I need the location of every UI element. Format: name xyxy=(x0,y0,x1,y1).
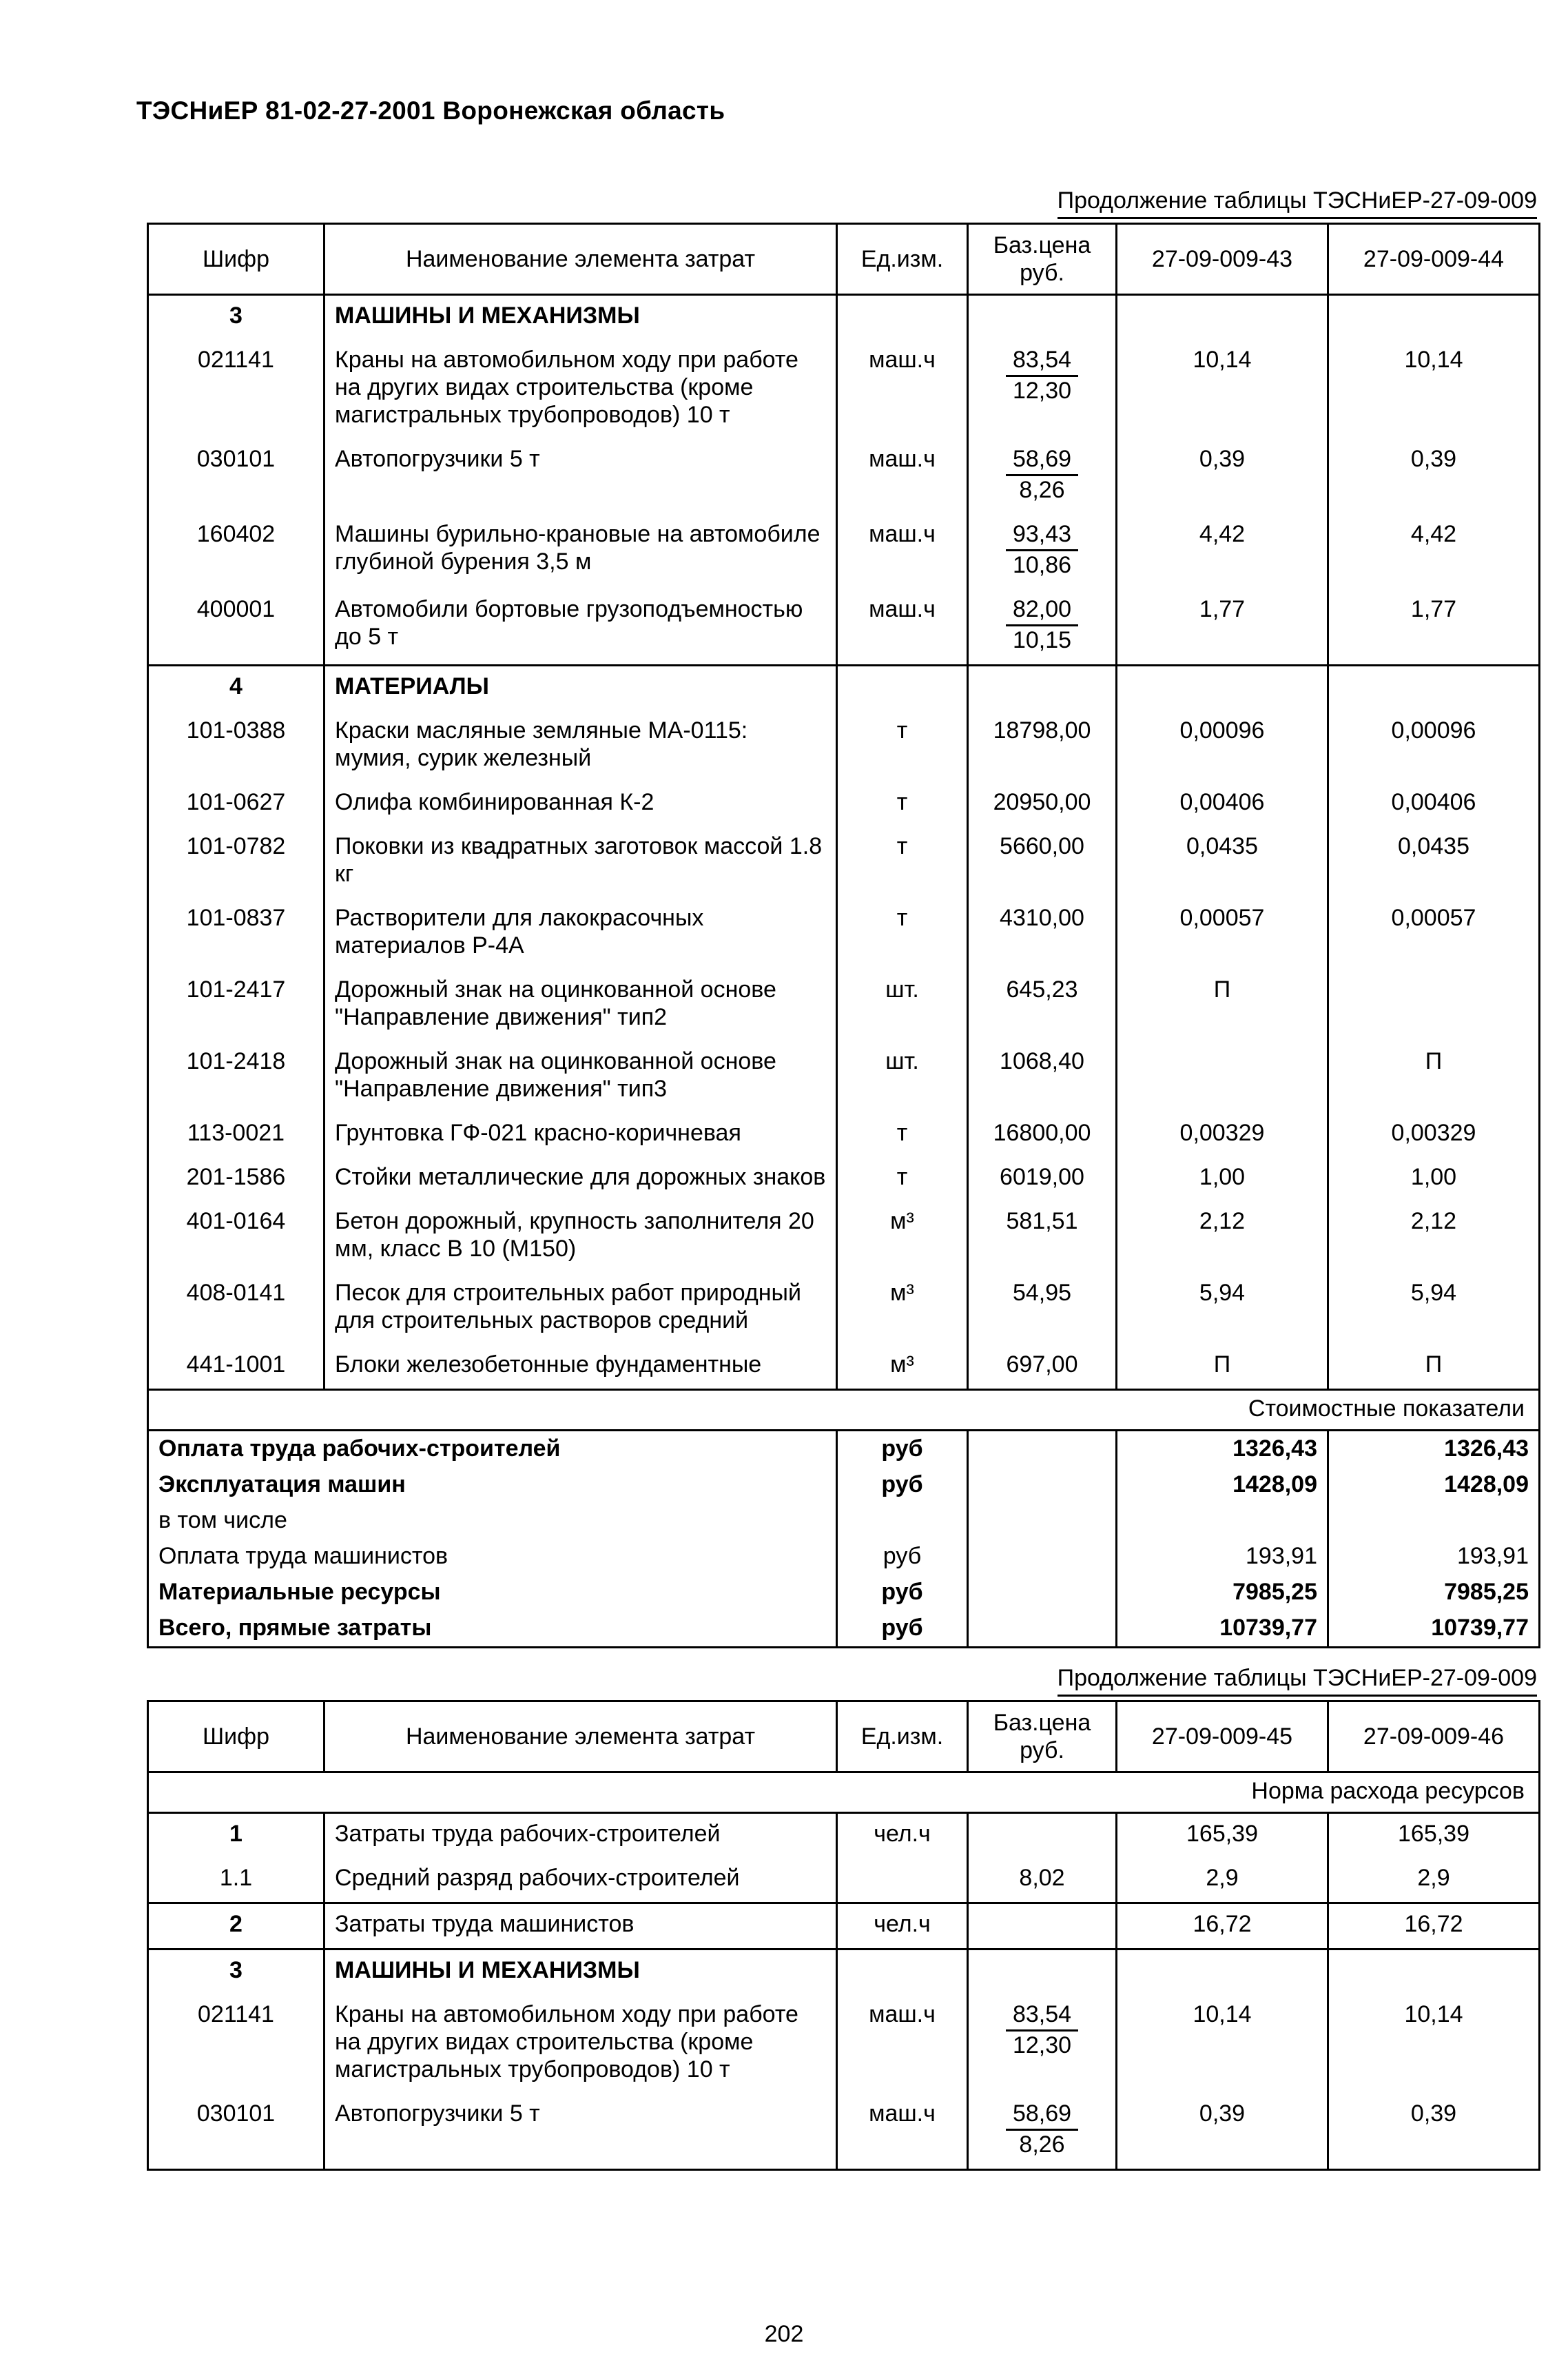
table-row xyxy=(148,1858,1540,1903)
cell-name: Затраты труда машинистов xyxy=(324,1903,837,1950)
base-price-denominator: 12,30 xyxy=(1012,2032,1072,2058)
cell-name: Растворители для лакокрасочных материалов Р-4А xyxy=(324,898,837,970)
cell-base-price: 18798,00 xyxy=(968,710,1117,782)
empty-cell xyxy=(1117,1950,1328,1995)
empty-cell xyxy=(968,1503,1117,1539)
empty-cell xyxy=(1328,1950,1540,1995)
cell-unit: маш.ч xyxy=(837,2094,968,2170)
cell-base-price xyxy=(968,1903,1117,1950)
cell-value-1: 0,0435 xyxy=(1117,826,1328,898)
cost-indicators-band xyxy=(148,1390,1540,1431)
cell-value-2: 2,12 xyxy=(1328,1201,1540,1273)
cell-value-2: 0,0435 xyxy=(1328,826,1540,898)
empty-cell xyxy=(837,666,968,711)
cell-code: 101-2417 xyxy=(148,970,324,1041)
continuation-label: Продолжение таблицы ТЭСНиЕР-27-09-009 xyxy=(1058,1665,1537,1697)
summary-unit: руб xyxy=(837,1575,968,1610)
cell-unit: маш.ч xyxy=(837,439,968,514)
cell-value-1: 0,00329 xyxy=(1117,1113,1328,1157)
empty-cell xyxy=(968,295,1117,340)
summary-label: Всего, прямые затраты xyxy=(148,1610,837,1648)
summary-value-2 xyxy=(1328,1503,1540,1539)
cell-name: Дорожный знак на оцинкованной основе "Направление движения" тип3 xyxy=(324,1041,837,1113)
summary-row xyxy=(148,1503,1540,1539)
table-row xyxy=(148,1041,1540,1113)
cell-value-2: 0,00329 xyxy=(1328,1113,1540,1157)
cell-unit: т xyxy=(837,1113,968,1157)
col-header-name: Наименование элемента затрат xyxy=(324,1701,837,1772)
base-price-denominator: 10,86 xyxy=(1012,552,1072,578)
section-number: 4 xyxy=(148,666,324,711)
cell-value-1: 10,14 xyxy=(1117,1994,1328,2094)
cell-code: 101-0627 xyxy=(148,782,324,826)
summary-value-1: 7985,25 xyxy=(1117,1575,1328,1610)
summary-value-1: 1428,09 xyxy=(1117,1467,1328,1503)
cell-base-price: 581,51 xyxy=(968,1201,1117,1273)
cell-code: 101-2418 xyxy=(148,1041,324,1113)
cost-table-2 xyxy=(147,1700,1540,2171)
cell-value-1: П xyxy=(1117,970,1328,1041)
summary-value-2: 7985,25 xyxy=(1328,1575,1540,1610)
cell-base-price: 4310,00 xyxy=(968,898,1117,970)
base-price-line1: Баз.цена xyxy=(993,1710,1091,1736)
empty-cell xyxy=(968,666,1117,711)
summary-row xyxy=(148,1467,1540,1503)
summary-unit xyxy=(837,1503,968,1539)
base-price-numerator: 83,54 xyxy=(1006,2000,1078,2032)
cell-unit: т xyxy=(837,898,968,970)
cell-code: 160402 xyxy=(148,514,324,589)
cell-value-1: 4,42 xyxy=(1117,514,1328,589)
col-header-norm-43: 27-09-009-43 xyxy=(1117,224,1328,295)
cell-value-1: 1,00 xyxy=(1117,1157,1328,1201)
empty-cell xyxy=(837,1950,968,1995)
summary-unit: руб xyxy=(837,1610,968,1648)
cell-value-1: 5,94 xyxy=(1117,1273,1328,1344)
base-price-denominator: 8,26 xyxy=(1019,477,1065,503)
cell-base-price xyxy=(968,514,1117,589)
base-price-denominator: 12,30 xyxy=(1012,378,1072,404)
cell-code: 201-1586 xyxy=(148,1157,324,1201)
empty-cell xyxy=(1328,295,1540,340)
table-row xyxy=(148,898,1540,970)
cell-value-2: 1,77 xyxy=(1328,589,1540,666)
table-row xyxy=(148,970,1540,1041)
summary-label: Оплата труда рабочих-строителей xyxy=(148,1431,837,1468)
cell-unit: маш.ч xyxy=(837,589,968,666)
table-row xyxy=(148,1344,1540,1390)
cell-base-price: 697,00 xyxy=(968,1344,1117,1390)
cell-name: Автомобили бортовые грузоподъемностью до 5 т xyxy=(324,589,837,666)
summary-value-2: 10739,77 xyxy=(1328,1610,1540,1648)
cell-value-2: 0,39 xyxy=(1328,2094,1540,2170)
base-price-numerator: 58,69 xyxy=(1006,445,1078,476)
cell-value-2: 4,42 xyxy=(1328,514,1540,589)
band-label: Норма расхода ресурсов xyxy=(148,1772,1540,1813)
col-header-code: Шифр xyxy=(148,224,324,295)
base-price-numerator: 83,54 xyxy=(1006,346,1078,377)
cell-value-1: 1,77 xyxy=(1117,589,1328,666)
base-price-numerator: 93,43 xyxy=(1006,520,1078,551)
summary-label: в том числе xyxy=(148,1503,837,1539)
cell-name: Дорожный знак на оцинкованной основе "Направление движения" тип2 xyxy=(324,970,837,1041)
table1-body xyxy=(148,295,1540,1648)
empty-cell xyxy=(968,1539,1117,1575)
cell-unit xyxy=(837,1858,968,1903)
cell-unit: т xyxy=(837,782,968,826)
cell-code: 400001 xyxy=(148,589,324,666)
table2-header xyxy=(148,1701,1540,1772)
summary-label: Эксплуатация машин xyxy=(148,1467,837,1503)
cell-code: 021141 xyxy=(148,340,324,439)
cell-value-2: 16,72 xyxy=(1328,1903,1540,1950)
cell-value-2: 0,00057 xyxy=(1328,898,1540,970)
cell-unit: маш.ч xyxy=(837,1994,968,2094)
cell-value-2: П xyxy=(1328,1041,1540,1113)
cell-unit: м³ xyxy=(837,1273,968,1344)
section-title: МАТЕРИАЛЫ xyxy=(324,666,837,711)
empty-cell xyxy=(968,1950,1117,1995)
cell-code: 401-0164 xyxy=(148,1201,324,1273)
cell-base-price: 20950,00 xyxy=(968,782,1117,826)
cell-value-2: 0,00406 xyxy=(1328,782,1540,826)
cell-base-price: 8,02 xyxy=(968,1858,1117,1903)
header-row xyxy=(148,224,1540,295)
cell-base-price: 6019,00 xyxy=(968,1157,1117,1201)
summary-row xyxy=(148,1610,1540,1648)
header-row xyxy=(148,1701,1540,1772)
summary-value-2: 1326,43 xyxy=(1328,1431,1540,1468)
base-price-numerator: 82,00 xyxy=(1006,595,1078,626)
page-number: 202 xyxy=(764,2321,804,2347)
band-label: Стоимостные показатели xyxy=(148,1390,1540,1431)
col-header-norm-46: 27-09-009-46 xyxy=(1328,1701,1540,1772)
cell-name: Краны на автомобильном ходу при работе на других видах строительства (кроме магистральных трубопроводов) 10 т xyxy=(324,1994,837,2094)
cell-name: Средний разряд рабочих-строителей xyxy=(324,1858,837,1903)
resource-norm-band xyxy=(148,1772,1540,1813)
cell-base-price xyxy=(968,1994,1117,2094)
cell-code: 1 xyxy=(148,1813,324,1859)
summary-label: Материальные ресурсы xyxy=(148,1575,837,1610)
base-price-numerator: 58,69 xyxy=(1006,2100,1078,2131)
cell-value-1 xyxy=(1117,1041,1328,1113)
table-row xyxy=(148,782,1540,826)
cell-name: Автопогрузчики 5 т xyxy=(324,2094,837,2170)
section-number: 3 xyxy=(148,1950,324,1995)
table2-body xyxy=(148,1772,1540,2170)
cell-value-1: 2,9 xyxy=(1117,1858,1328,1903)
cell-base-price xyxy=(968,589,1117,666)
base-price-line2: руб. xyxy=(1020,260,1064,286)
cost-table-1 xyxy=(147,223,1540,1648)
cell-value-2: 165,39 xyxy=(1328,1813,1540,1859)
cell-code: 030101 xyxy=(148,2094,324,2170)
section-row xyxy=(148,1950,1540,1995)
cell-value-2: 0,39 xyxy=(1328,439,1540,514)
summary-unit: руб xyxy=(837,1539,968,1575)
cell-value-2 xyxy=(1328,970,1540,1041)
table-row xyxy=(148,1813,1540,1859)
summary-row xyxy=(148,1431,1540,1468)
col-header-unit: Ед.изм. xyxy=(837,224,968,295)
section-row xyxy=(148,666,1540,711)
cell-unit: маш.ч xyxy=(837,340,968,439)
empty-cell xyxy=(1117,295,1328,340)
col-header-norm-45: 27-09-009-45 xyxy=(1117,1701,1328,1772)
cell-unit: т xyxy=(837,826,968,898)
table2-continuation xyxy=(147,1665,1537,1692)
cell-name: Стойки металлические для дорожных знаков xyxy=(324,1157,837,1201)
col-header-unit: Ед.изм. xyxy=(837,1701,968,1772)
cell-value-1: 0,00096 xyxy=(1117,710,1328,782)
cell-unit: т xyxy=(837,710,968,782)
col-header-norm-44: 27-09-009-44 xyxy=(1328,224,1540,295)
summary-unit: руб xyxy=(837,1467,968,1503)
cell-base-price xyxy=(968,1813,1117,1859)
empty-cell xyxy=(1328,666,1540,711)
cell-value-2: 5,94 xyxy=(1328,1273,1540,1344)
cell-base-price: 16800,00 xyxy=(968,1113,1117,1157)
cell-code: 030101 xyxy=(148,439,324,514)
cell-code: 408-0141 xyxy=(148,1273,324,1344)
cell-value-2: 2,9 xyxy=(1328,1858,1540,1903)
empty-cell xyxy=(1117,666,1328,711)
summary-value-1 xyxy=(1117,1503,1328,1539)
table-row xyxy=(148,1273,1540,1344)
content xyxy=(147,187,1538,2171)
cell-code: 113-0021 xyxy=(148,1113,324,1157)
cell-name: Блоки железобетонные фундаментные xyxy=(324,1344,837,1390)
empty-cell xyxy=(968,1610,1117,1648)
summary-label: Оплата труда машинистов xyxy=(148,1539,837,1575)
cell-value-2: 0,00096 xyxy=(1328,710,1540,782)
cell-value-1: 0,39 xyxy=(1117,439,1328,514)
empty-cell xyxy=(968,1467,1117,1503)
cell-base-price xyxy=(968,439,1117,514)
cell-value-1: 16,72 xyxy=(1117,1903,1328,1950)
cell-unit: маш.ч xyxy=(837,514,968,589)
table-row xyxy=(148,826,1540,898)
base-price-denominator: 8,26 xyxy=(1019,2131,1065,2158)
section-row xyxy=(148,295,1540,340)
summary-value-2: 193,91 xyxy=(1328,1539,1540,1575)
cell-base-price xyxy=(968,2094,1117,2170)
cell-code: 101-0782 xyxy=(148,826,324,898)
empty-cell xyxy=(968,1431,1117,1468)
summary-value-1: 193,91 xyxy=(1117,1539,1328,1575)
cell-value-1: 0,00406 xyxy=(1117,782,1328,826)
cell-value-1: П xyxy=(1117,1344,1328,1390)
col-header-base-price xyxy=(968,1701,1117,1772)
table-row xyxy=(148,1903,1540,1950)
table1-continuation xyxy=(147,187,1537,214)
cell-name: Песок для строительных работ природный для строительных растворов средний xyxy=(324,1273,837,1344)
section-title: МАШИНЫ И МЕХАНИЗМЫ xyxy=(324,1950,837,1995)
cell-value-1: 0,00057 xyxy=(1117,898,1328,970)
cell-code: 101-0388 xyxy=(148,710,324,782)
cell-code: 441-1001 xyxy=(148,1344,324,1390)
cell-unit: т xyxy=(837,1157,968,1201)
cell-name: Поковки из квадратных заготовок массой 1.8 кг xyxy=(324,826,837,898)
summary-value-2: 1428,09 xyxy=(1328,1467,1540,1503)
col-header-base-price xyxy=(968,224,1117,295)
base-price-line1: Баз.цена xyxy=(993,232,1091,258)
cell-name: Краны на автомобильном ходу при работе на других видах строительства (кроме магистральных трубопроводов) 10 т xyxy=(324,340,837,439)
col-header-name: Наименование элемента затрат xyxy=(324,224,837,295)
cell-base-price: 54,95 xyxy=(968,1273,1117,1344)
cell-value-2: П xyxy=(1328,1344,1540,1390)
cell-name: Автопогрузчики 5 т xyxy=(324,439,837,514)
cell-code: 021141 xyxy=(148,1994,324,2094)
cell-value-1: 2,12 xyxy=(1117,1201,1328,1273)
table-row xyxy=(148,340,1540,439)
empty-cell xyxy=(968,1575,1117,1610)
cell-name: Краски масляные земляные МА-0115: мумия, сурик железный xyxy=(324,710,837,782)
col-header-code: Шифр xyxy=(148,1701,324,1772)
cell-unit: чел.ч xyxy=(837,1903,968,1950)
cell-code: 101-0837 xyxy=(148,898,324,970)
cell-base-price: 645,23 xyxy=(968,970,1117,1041)
section-number: 3 xyxy=(148,295,324,340)
summary-value-1: 1326,43 xyxy=(1117,1431,1328,1468)
cell-name: Олифа комбинированная К-2 xyxy=(324,782,837,826)
continuation-label: Продолжение таблицы ТЭСНиЕР-27-09-009 xyxy=(1058,187,1537,219)
cell-value-1: 0,39 xyxy=(1117,2094,1328,2170)
cell-unit: м³ xyxy=(837,1344,968,1390)
cell-unit: м³ xyxy=(837,1201,968,1273)
summary-unit: руб xyxy=(837,1431,968,1468)
cell-unit: шт. xyxy=(837,1041,968,1113)
cell-base-price xyxy=(968,340,1117,439)
cell-value-1: 10,14 xyxy=(1117,340,1328,439)
section-title: МАШИНЫ И МЕХАНИЗМЫ xyxy=(324,295,837,340)
cell-code: 2 xyxy=(148,1903,324,1950)
doc-title: ТЭСНиЕР 81-02-27-2001 Воронежская область xyxy=(136,96,725,125)
cell-value-2: 10,14 xyxy=(1328,340,1540,439)
cell-value-1: 165,39 xyxy=(1117,1813,1328,1859)
cell-code: 1.1 xyxy=(148,1858,324,1903)
table-row xyxy=(148,2094,1540,2170)
empty-cell xyxy=(837,295,968,340)
table-row xyxy=(148,1201,1540,1273)
cell-unit: чел.ч xyxy=(837,1813,968,1859)
cell-value-2: 10,14 xyxy=(1328,1994,1540,2094)
base-price-denominator: 10,15 xyxy=(1012,627,1072,653)
table-row xyxy=(148,514,1540,589)
cell-name: Машины бурильно-крановые на автомобиле глубиной бурения 3,5 м xyxy=(324,514,837,589)
base-price-line2: руб. xyxy=(1020,1737,1064,1763)
table-row xyxy=(148,1157,1540,1201)
table-row xyxy=(148,439,1540,514)
cell-unit: шт. xyxy=(837,970,968,1041)
table-row xyxy=(148,1994,1540,2094)
table-row xyxy=(148,1113,1540,1157)
table-row xyxy=(148,589,1540,666)
cell-name: Затраты труда рабочих-строителей xyxy=(324,1813,837,1859)
table1-header xyxy=(148,224,1540,295)
summary-row xyxy=(148,1575,1540,1610)
cell-name: Грунтовка ГФ-021 красно-коричневая xyxy=(324,1113,837,1157)
summary-value-1: 10739,77 xyxy=(1117,1610,1328,1648)
cell-base-price: 1068,40 xyxy=(968,1041,1117,1113)
cell-name: Бетон дорожный, крупность заполнителя 20 мм, класс В 10 (М150) xyxy=(324,1201,837,1273)
cell-base-price: 5660,00 xyxy=(968,826,1117,898)
table-row xyxy=(148,710,1540,782)
summary-row xyxy=(148,1539,1540,1575)
cell-value-2: 1,00 xyxy=(1328,1157,1540,1201)
